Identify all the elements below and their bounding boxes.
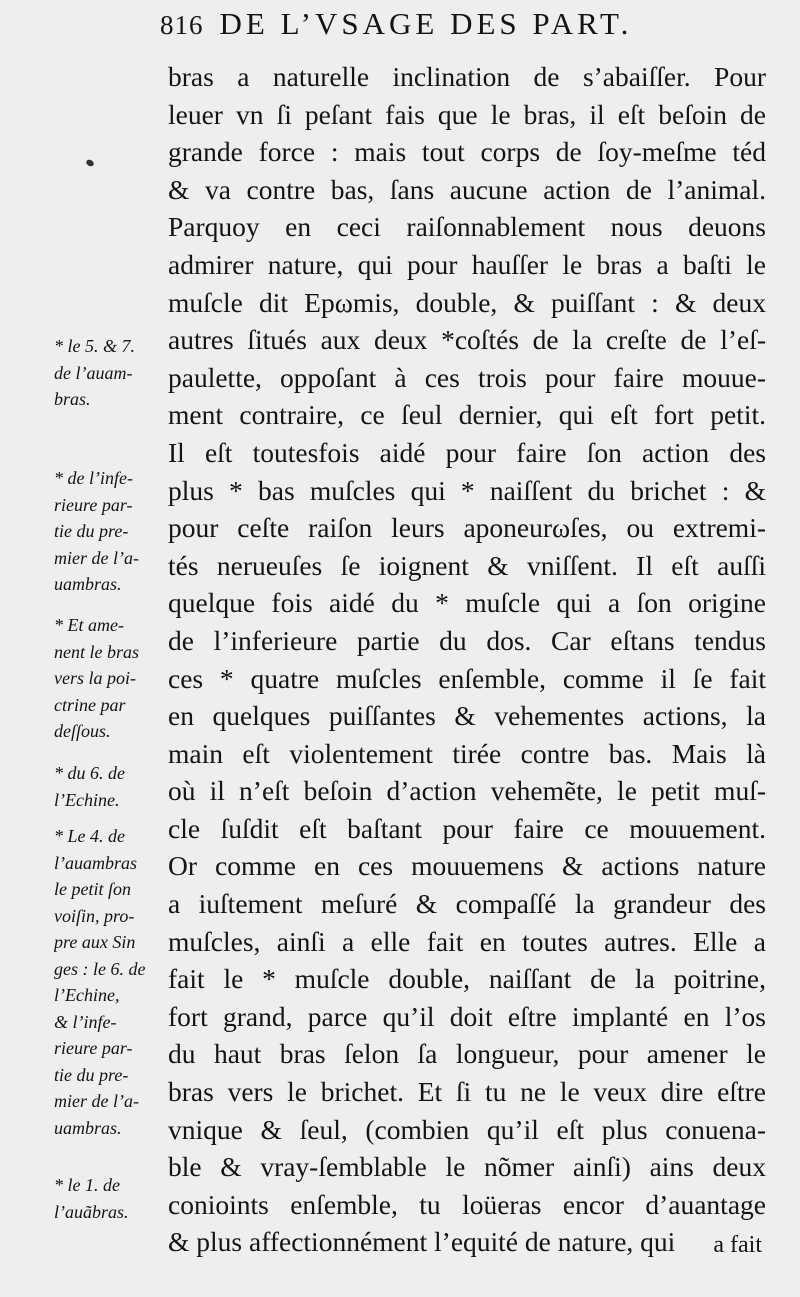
text-line: muſcles, ainſi a elle fait en toutes autres. Elle a bbox=[168, 925, 766, 957]
text-line: plus * bas muſcles qui * naiſſent du brichet : & bbox=[168, 474, 766, 506]
margin-note-line: mier de l’a- bbox=[54, 1091, 139, 1111]
margin-note-line: ges : le 6. de bbox=[54, 958, 146, 979]
margin-note bbox=[54, 333, 166, 413]
text-line: cle ſuſdit eſt baſtant pour faire ce mouuement. bbox=[168, 812, 766, 844]
page-header bbox=[160, 6, 760, 50]
text-line: leuer vn ſi peſant fais que le bras, il eſt beſoin de bbox=[168, 98, 766, 130]
margin-note-line: pre aux Sin bbox=[54, 932, 136, 952]
text-line: grande force : mais tout corps de ſoy-meſme téd bbox=[168, 136, 766, 168]
margin-note-line: de l’auam- bbox=[54, 362, 133, 383]
margin-note bbox=[54, 760, 166, 813]
text-line: a iuſtement meſuré & compaſſé la grandeur des bbox=[168, 888, 766, 920]
text-line: bras vers le brichet. Et ſi tu ne le veux dire eſtre bbox=[168, 1076, 766, 1108]
margin-note-line: l’auãbras. bbox=[54, 1201, 129, 1222]
text-line: Parquoy en ceci raiſonnablement nous deuons bbox=[168, 211, 766, 243]
text-line: vnique & ſeul, (combien qu’il eſt plus conuena- bbox=[168, 1113, 766, 1145]
text-line: tés nerueuſes ſe ioignent & vniſſent. Il eſt auſſi bbox=[168, 549, 766, 581]
margin-note-line: l’Echine, bbox=[54, 985, 120, 1005]
margin-note-line: & l’infe- bbox=[54, 1011, 117, 1032]
margin-note bbox=[54, 1172, 166, 1225]
margin-note-line: * le 1. de bbox=[54, 1175, 120, 1195]
margin-note-line: * de l’infe- bbox=[54, 468, 133, 488]
text-line: Or comme en ces mouuemens & actions nature bbox=[168, 850, 766, 882]
text-line: Il eſt toutesfois aidé pour faire ſon action des bbox=[168, 436, 766, 468]
margin-note-line: le petit ſon bbox=[54, 879, 131, 899]
text-line: fait le * muſcle double, naiſſant de la poitrine, bbox=[168, 963, 766, 995]
margin-note bbox=[54, 465, 166, 598]
margin-note bbox=[54, 823, 166, 1141]
margin-note-line: * Le 4. de bbox=[54, 826, 125, 846]
text-line: main eſt violentement tirée contre bas. Mais là bbox=[168, 737, 766, 769]
page-number: 816 bbox=[160, 10, 204, 40]
margin-note-line: bras. bbox=[54, 389, 91, 409]
margin-note-line: uambras. bbox=[54, 574, 122, 594]
margin-note-line: vers la poi- bbox=[54, 668, 136, 688]
margin-note-line: * le 5. & 7. bbox=[54, 336, 135, 356]
text-line: pour ceſte raiſon leurs aponeurωſes, ou extremi- bbox=[168, 512, 766, 544]
margin-note-line: * Et ame- bbox=[54, 615, 124, 635]
margin-note-line: tie du pre- bbox=[54, 521, 129, 541]
text-line: muſcle dit Epωmis, double, & puiſſant : & deux bbox=[168, 286, 766, 318]
margin-note-line: rieure par- bbox=[54, 1038, 133, 1058]
ink-speck-mark bbox=[85, 158, 95, 167]
text-line: paulette, oppoſant à ces trois pour faire mouue- bbox=[168, 361, 766, 393]
margin-note-line: l’Echine. bbox=[54, 789, 120, 810]
text-line: quelque fois aidé du * muſcle qui a ſon origine bbox=[168, 587, 766, 619]
margin-note-line: nent le bras bbox=[54, 641, 139, 662]
text-line: ces * quatre muſcles enſemble, comme il ſe fait bbox=[168, 662, 766, 694]
text-line: & va contre bas, ſans aucune action de l’animal. bbox=[168, 173, 766, 205]
margin-note bbox=[54, 612, 166, 745]
text-line: bras a naturelle inclination de s’abaiſſer. Pour bbox=[168, 61, 766, 92]
margin-note-line: voiſin, pro- bbox=[54, 905, 135, 926]
text-line: fort grand, parce qu’il doit eſtre implanté en l’os bbox=[168, 1000, 766, 1032]
text-line: ble & vray-ſemblable le nõmer ainſi) ains deux bbox=[168, 1151, 766, 1183]
text-line: de l’inferieure partie du dos. Car eſtans tendus bbox=[168, 624, 766, 656]
running-title: DE L’VSAGE DES PART. bbox=[219, 6, 633, 41]
margin-note-line: tie du pre- bbox=[54, 1064, 129, 1085]
margin-note-line: rieure par- bbox=[54, 494, 133, 515]
margin-note-line: deſſous. bbox=[54, 721, 111, 741]
catchword: a fait bbox=[713, 1232, 762, 1258]
margin-note-line: mier de l’a- bbox=[54, 547, 139, 568]
margin-note-line: * du 6. de bbox=[54, 763, 125, 783]
main-text-column bbox=[168, 58, 766, 1261]
text-line: conioints enſemble, tu loüeras encor d’auantage bbox=[168, 1188, 766, 1220]
text-line: ment contraire, ce ſeul dernier, qui eſt fort petit. bbox=[168, 399, 766, 431]
margin-note-line: l’auambras bbox=[54, 852, 138, 873]
text-line: où il n’eſt beſoin d’action vehemẽte, le petit muſ- bbox=[168, 775, 766, 807]
text-line: en quelques puiſſantes & vehementes actions, la bbox=[168, 700, 766, 732]
text-line: autres ſitués aux deux *coſtés de la creſte de l’eſ- bbox=[168, 324, 766, 356]
margin-note-line: ctrine par bbox=[54, 694, 126, 715]
margin-note-line: uambras. bbox=[54, 1117, 122, 1138]
text-line: & plus affectionnément l’equité de nature, qui bbox=[168, 1226, 676, 1258]
text-line: admirer nature, qui pour hauſſer le bras a baſti le bbox=[168, 248, 766, 280]
text-line: du haut bras ſelon ſa longueur, pour amener le bbox=[168, 1038, 766, 1070]
